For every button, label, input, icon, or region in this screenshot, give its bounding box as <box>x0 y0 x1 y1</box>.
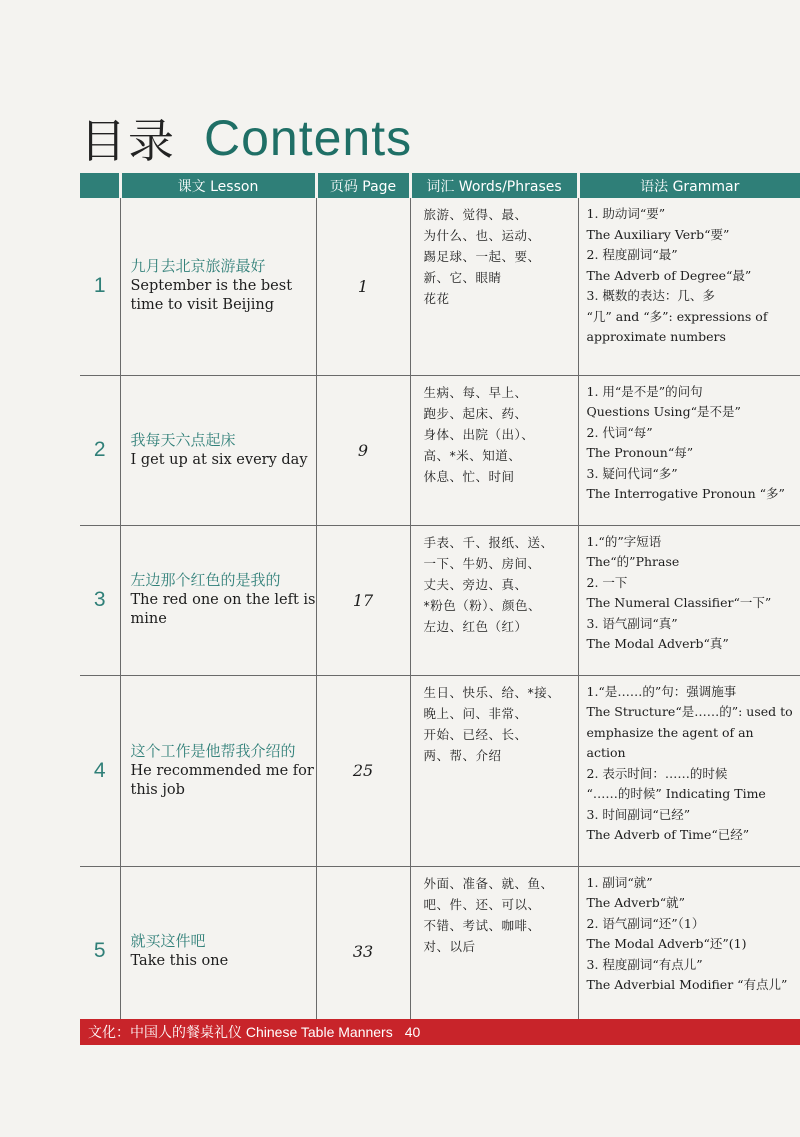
words-cell <box>410 525 578 675</box>
lesson-title-chinese: 就买这件吧 <box>130 931 206 950</box>
grammar-item: “……的时候” Indicating Time <box>586 786 766 801</box>
words-cell <box>410 866 578 1036</box>
lesson-row[interactable] <box>80 866 800 1036</box>
grammar-cell <box>578 198 800 375</box>
grammar-item: The“的”Phrase <box>586 554 680 569</box>
words-list: 生病、每、早上、 跑步、起床、药、 身体、出院（出）、 高、*米、知道、 休息、忙、时间 <box>423 384 535 484</box>
title-chinese: 目录 <box>80 114 176 168</box>
lesson-number: 2 <box>80 375 120 525</box>
grammar-item: 3. 语气副词“真” <box>586 615 678 631</box>
lesson-cell <box>120 675 316 866</box>
grammar-item: The Auxiliary Verb“要” <box>586 226 730 242</box>
grammar-item: 3. 概数的表达：几、多 <box>586 288 715 303</box>
lesson-title-chinese: 左边那个红色的是我的 <box>130 571 281 589</box>
grammar-item: 2. 语气副词“还”（1） <box>586 915 705 931</box>
grammar-item: Questions Using“是不是” <box>586 404 741 419</box>
grammar-item: 2. 代词“每” <box>586 424 653 440</box>
lesson-title-english: He recommended me for this job <box>130 762 314 798</box>
grammar-item: The Modal Adverb“真” <box>586 636 729 651</box>
header-words: 词汇 Words/Phrases <box>410 173 578 198</box>
grammar-cell <box>578 525 800 675</box>
grammar-item: The Interrogative Pronoun “多” <box>586 486 785 501</box>
grammar-item: 2. 表示时间：……的时候 <box>586 765 728 781</box>
lesson-title-english: September is the best time to visit Beijing <box>130 278 293 314</box>
title-english: Contents <box>204 110 413 166</box>
grammar-item: 1.“的”字短语 <box>586 533 662 549</box>
grammar-item: 3. 程度副词“有点儿” <box>586 956 703 972</box>
lesson-page: 33 <box>316 866 410 1036</box>
header-grammar: 语法 Grammar <box>578 173 800 198</box>
grammar-cell <box>578 866 800 1036</box>
grammar-item: The Modal Adverb“还”(1) <box>586 936 747 951</box>
grammar-item: 1. 助动词“要” <box>586 206 666 221</box>
header-lesson: 课文 Lesson <box>120 173 316 198</box>
lesson-number: 3 <box>80 525 120 675</box>
lesson-number: 1 <box>80 198 120 375</box>
lesson-row[interactable] <box>80 675 800 866</box>
grammar-item: The Adverb of Time“已经” <box>586 827 750 842</box>
grammar-item: 3. 疑问代词“多” <box>586 465 678 481</box>
words-list: 生日、快乐、给、*接、 晚上、问、非常、 开始、已经、长、 两、帮、介绍 <box>423 684 561 763</box>
header-page: 页码 Page <box>316 173 410 198</box>
lesson-row[interactable] <box>80 375 800 525</box>
header-number <box>80 173 120 198</box>
grammar-item: 2. 一下 <box>586 574 628 590</box>
lesson-cell <box>120 525 316 675</box>
lesson-title-english: The red one on the left is mine <box>130 592 316 627</box>
lesson-page: 1 <box>316 198 410 375</box>
lesson-page: 17 <box>316 525 410 675</box>
lesson-cell <box>120 375 316 525</box>
words-list: 外面、准备、就、鱼、 吧、件、还、可以、 不错、考试、咖啡、 对、以后 <box>423 875 554 954</box>
words-cell <box>410 198 578 375</box>
grammar-item: The Structure“是……的”: used to emphasize the agent of an action <box>586 704 793 760</box>
grammar-item: The Numeral Classifier“一下” <box>586 595 772 610</box>
grammar-item: 2. 程度副词“最” <box>586 247 678 262</box>
grammar-item: The Adverb“就” <box>586 895 686 910</box>
culture-bar[interactable] <box>80 1019 800 1045</box>
grammar-cell <box>578 375 800 525</box>
words-cell <box>410 675 578 866</box>
grammar-item: The Pronoun“每” <box>586 445 694 460</box>
lesson-title-chinese: 我每天六点起床 <box>130 430 236 449</box>
lesson-row[interactable] <box>80 198 800 375</box>
grammar-item: The Adverb of Degree“最” <box>586 267 752 283</box>
grammar-item: The Adverbial Modifier “有点儿” <box>586 977 788 992</box>
lesson-cell <box>120 198 316 375</box>
lesson-number: 5 <box>80 866 120 1036</box>
lesson-number: 4 <box>80 675 120 866</box>
grammar-item: 1. 用“是不是”的问句 <box>586 383 703 399</box>
lesson-title-english: I get up at six every day <box>130 451 308 468</box>
contents-table <box>80 173 800 1037</box>
grammar-item: “几” and “多”: expressions of approximate numbers <box>586 308 768 344</box>
words-list: 手表、千、报纸、送、 一下、牛奶、房间、 丈夫、旁边、真、 *粉色（粉）、颜色、 左边、红色（红） <box>423 534 554 634</box>
lesson-title-english: Take this one <box>130 952 229 969</box>
lesson-page: 25 <box>316 675 410 866</box>
lesson-title-chinese: 九月去北京旅游最好 <box>130 257 266 276</box>
grammar-cell <box>578 675 800 866</box>
lesson-row[interactable] <box>80 525 800 675</box>
table-body <box>80 198 800 1036</box>
words-cell <box>410 375 578 525</box>
grammar-item: 1.“是……的”句：强调施事 <box>586 683 737 699</box>
grammar-item: 1. 副词“就” <box>586 874 653 890</box>
words-list: 旅游、觉得、最、 为什么、也、运动、 踢足球、一起、要、 新、它、眼睛 花花 <box>423 207 541 306</box>
culture-page: 40 <box>404 1024 421 1040</box>
page-title <box>80 108 412 168</box>
lesson-title-chinese: 这个工作是他帮我介绍的 <box>130 741 296 760</box>
culture-label: 文化：中国人的餐桌礼仪 Chinese Table Manners <box>88 1024 393 1040</box>
lesson-cell <box>120 866 316 1036</box>
grammar-item: 3. 时间副词“已经” <box>586 806 691 822</box>
lesson-page: 9 <box>316 375 410 525</box>
table-header <box>80 173 800 198</box>
